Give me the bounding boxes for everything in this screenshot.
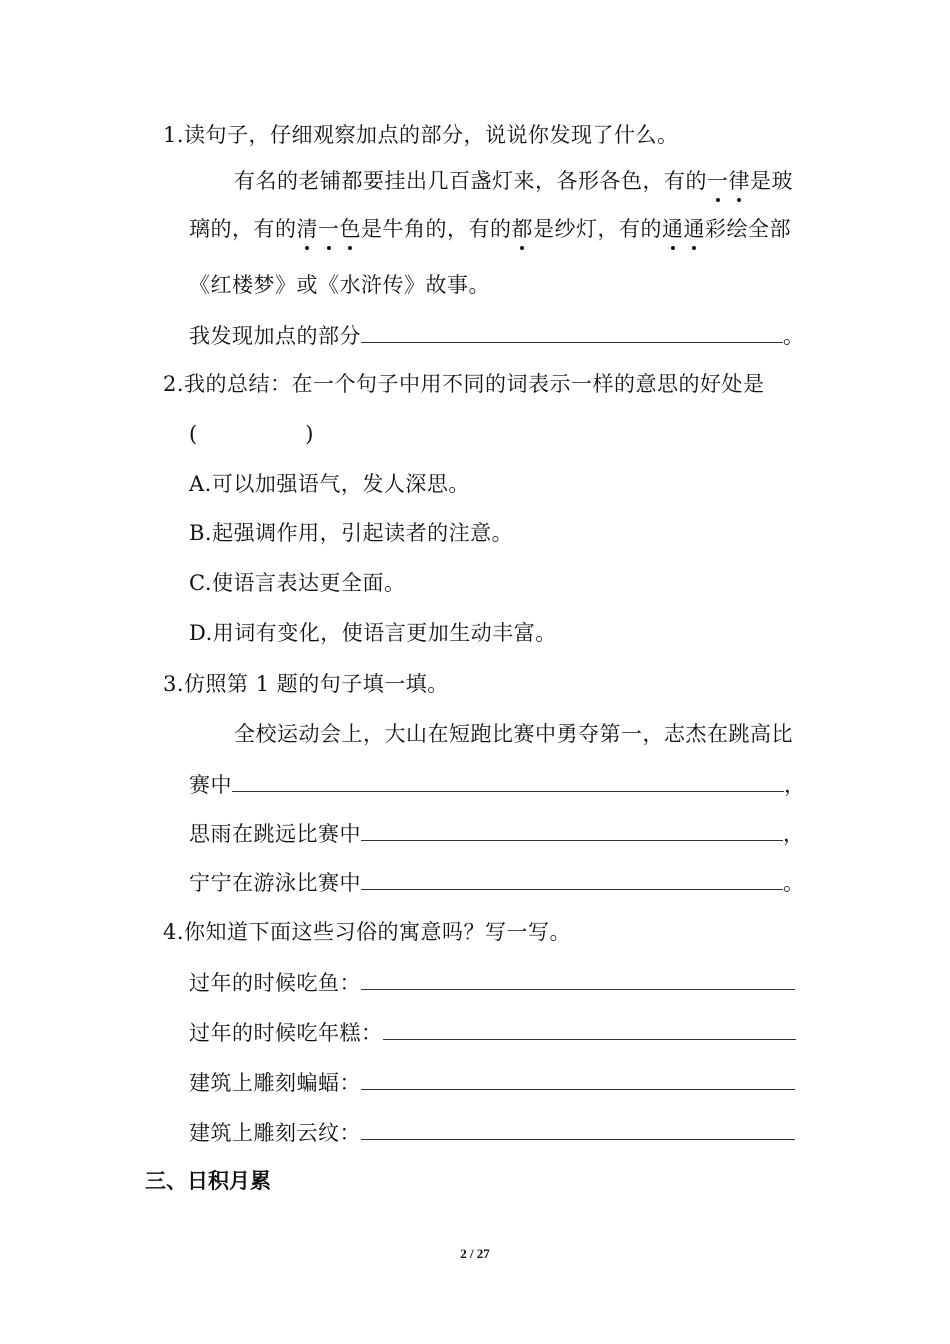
q3-answer-row-1 [189,769,806,800]
q3-label: 宁宁在游泳比赛中 [189,871,361,895]
dotted-char: 律 [729,166,751,196]
q4-item-row [189,967,795,998]
q4-item-label: 过年的时候吃年糕： [189,1021,383,1045]
q4-item-row [189,1067,795,1098]
q4-item-label: 过年的时候吃鱼： [189,971,361,995]
q3-answer-blank[interactable] [361,818,783,841]
punctuation: 。 [783,871,805,895]
q4-answer-blank[interactable] [361,1117,795,1140]
q2-option-c: C.使语言表达更全面。 [189,571,406,595]
q4-title: 4.你知道下面这些习俗的寓意吗？写一写。 [163,920,572,944]
q2-option-d: D.用词有变化，使语言更加生动丰富。 [189,621,557,645]
section-heading: 三、日积月累 [145,1169,271,1193]
q1-text: 彩绘全部 [705,217,791,241]
q2-title: 2.我的总结：在一个句子中用不同的词表示一样的意思的好处是 [163,372,765,396]
q1-title: 1.读句子，仔细观察加点的部分，说说你发现了什么。 [163,123,679,147]
q2-option-b: B.起强调作用，引起读者的注意。 [189,521,514,545]
dotted-char: 色 [340,214,362,244]
page-number: 2 / 27 [460,1246,490,1261]
q1-answer-blank[interactable] [361,320,783,343]
q1-passage-line2 [189,214,791,244]
q2-option-a: A.可以加强语气，发人深思。 [189,472,470,496]
q3-answer-row-3 [189,867,805,898]
q3-label: 思雨在跳远比赛中 [189,822,361,846]
dotted-char: 通 [662,214,684,244]
q3-label: 赛中 [189,773,232,797]
q1-text: 是玻 [750,169,793,193]
q4-item-row [189,1117,795,1148]
punctuation: ， [783,822,805,846]
dotted-char: 一 [318,214,340,244]
q1-passage-line1 [234,166,793,196]
dotted-char: 一 [707,166,729,196]
q1-text: 是牛角的，有的 [361,217,512,241]
q4-item-label: 建筑上雕刻蝙蝠： [189,1071,361,1095]
q1-text: 璃的，有的 [189,217,297,241]
q4-answer-blank[interactable] [361,967,795,990]
q3-answer-row-2 [189,818,805,849]
q1-text: 有名的老铺都要挂出几百盏灯来，各形各色，有的 [234,169,707,193]
q4-item-row [189,1017,796,1048]
dotted-char: 通 [684,214,706,244]
q2-answer-parentheses[interactable]: ( ) [189,422,314,446]
dotted-char: 清 [297,214,319,244]
q1-text: 是纱灯，有的 [533,217,662,241]
punctuation: ， [784,773,806,797]
q3-answer-blank[interactable] [232,769,784,792]
q3-sentence: 全校运动会上，大山在短跑比赛中勇夺第一，志杰在跳高比 [234,722,793,746]
q4-item-label: 建筑上雕刻云纹： [189,1121,361,1145]
punctuation: 。 [783,324,805,348]
q1-answer-row [189,320,805,351]
dotted-char: 都 [512,214,534,244]
q1-answer-label: 我发现加点的部分 [189,324,361,348]
q3-title: 3.仿照第 1 题的句子填一填。 [163,672,449,696]
q1-passage-line3: 《红楼梦》或《水浒传》故事。 [189,273,490,297]
q4-answer-blank[interactable] [383,1017,796,1040]
q4-answer-blank[interactable] [361,1067,795,1090]
q3-answer-blank[interactable] [361,867,783,890]
